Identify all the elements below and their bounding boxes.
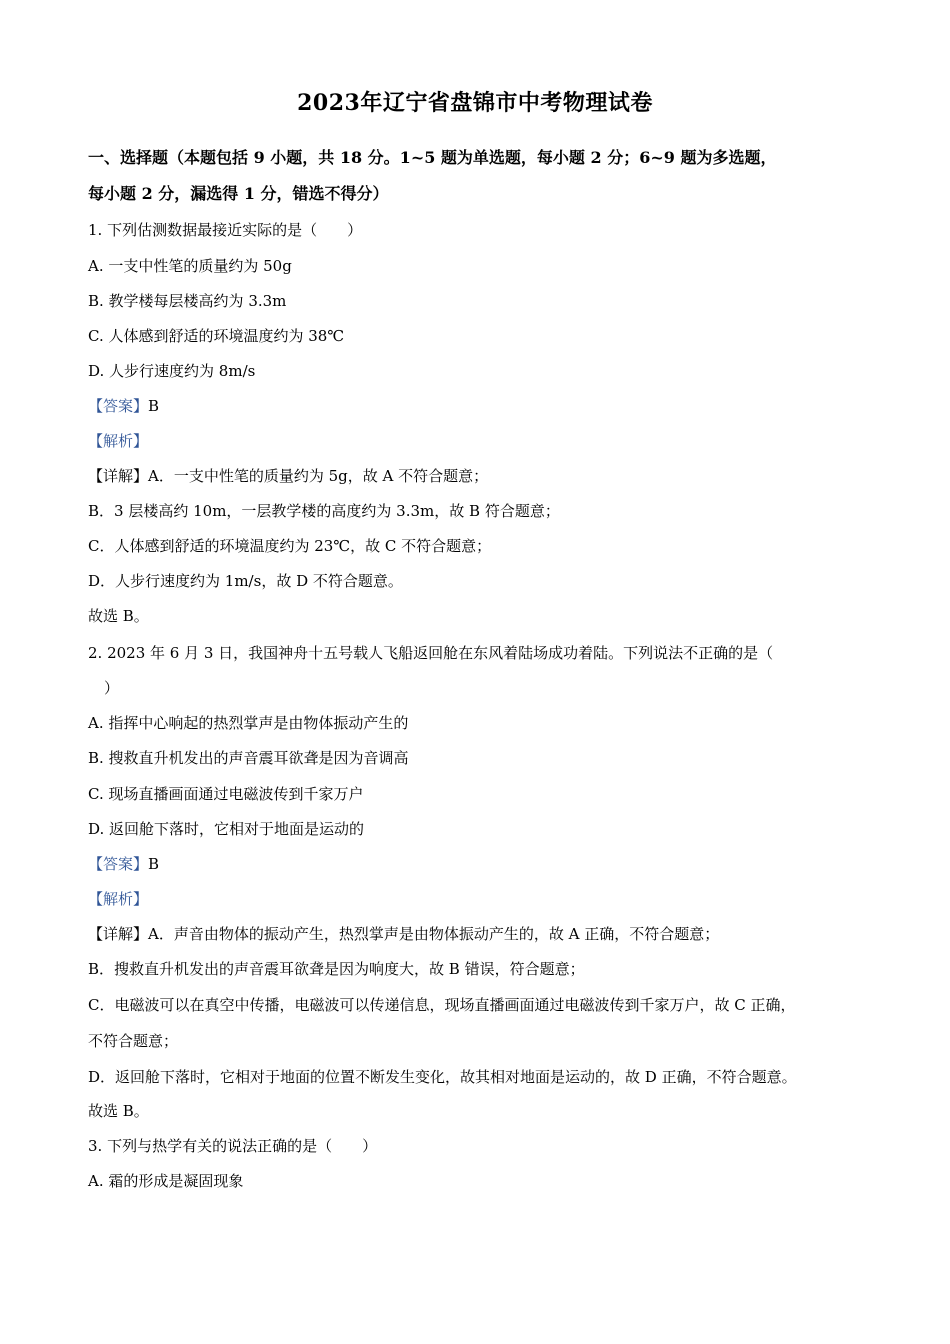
q2-analysis-tag <box>88 889 888 909</box>
q2-answer-value: B <box>148 855 160 873</box>
q2-option-b: B. 搜救直升机发出的声音震耳欲聋是因为音调高 <box>88 749 409 767</box>
detail-tag: 【详解】 <box>88 467 149 485</box>
q1-analysis-tag <box>88 431 888 451</box>
q2-detail-1 <box>88 924 888 944</box>
q1-option-d: D. 人步行速度约为 8m/s <box>88 362 256 380</box>
q2-option-a: A. 指挥中心响起的热烈掌声是由物体振动产生的 <box>88 714 409 732</box>
page-title: 2023年辽宁省盘锦市中考物理试卷 <box>297 90 653 116</box>
section-heading-line2: 每小题 2 分，漏选得 1 分，错选不得分） <box>88 184 389 203</box>
q1-detail-1 <box>88 466 888 486</box>
q2-detail-3b: 不符合题意； <box>88 1032 179 1050</box>
q1-answer <box>88 396 888 416</box>
q2-answer <box>88 854 888 874</box>
q2-conclusion: 故选 B。 <box>88 1102 149 1120</box>
q1-option-c: C. 人体感到舒适的环境温度约为 38℃ <box>88 327 345 345</box>
q2-option-d: D. 返回舱下落时，它相对于地面是运动的 <box>88 820 365 838</box>
q2-stem-line2: ） <box>104 679 120 697</box>
q2-stem-line1: 2. 2023 年 6 月 3 日，我国神舟十五号载人飞船返回舱在东风着陆场成功着陆。下列说法不正确的是（ <box>88 644 774 662</box>
q3-option-a: A. 霜的形成是凝固现象 <box>88 1172 244 1190</box>
q1-detail-2: B．3 层楼高约 10m，一层教学楼的高度约为 3.3m，故 B 符合题意； <box>88 502 560 520</box>
q2-detail-3a: C．电磁波可以在真空中传播，电磁波可以传递信息，现场直播画面通过电磁波传到千家万户，故 C 正确， <box>88 996 796 1014</box>
q2-detail-4: D．返回舱下落时，它相对于地面的位置不断发生变化，故其相对地面是运动的，故 D 正确，不符合题意。 <box>88 1068 797 1086</box>
q1-stem: 1. 下列估测数据最接近实际的是（ ） <box>88 221 363 239</box>
q1-option-a: A. 一支中性笔的质量约为 50g <box>88 257 292 275</box>
q1-answer-value: B <box>148 397 160 415</box>
q1-detail-1-text: A．一支中性笔的质量约为 5g，故 A 不符合题意； <box>148 467 489 485</box>
analysis-tag: 【解析】 <box>88 432 149 450</box>
q1-conclusion: 故选 B。 <box>88 607 149 625</box>
q2-detail-2: B．搜救直升机发出的声音震耳欲聋是因为响度大，故 B 错误，符合题意； <box>88 960 585 978</box>
analysis-tag: 【解析】 <box>88 890 149 908</box>
answer-tag: 【答案】 <box>88 855 149 873</box>
answer-tag: 【答案】 <box>88 397 149 415</box>
section-heading-line1: 一、选择题（本题包括 9 小题，共 18 分。1~5 题为单选题，每小题 2 分；6~9 题为多选题， <box>88 148 777 167</box>
q1-detail-3: C．人体感到舒适的环境温度约为 23℃，故 C 不符合题意； <box>88 537 492 555</box>
q1-option-b: B. 教学楼每层楼高约为 3.3m <box>88 292 287 310</box>
q2-detail-1-text: A．声音由物体的振动产生，热烈掌声是由物体振动产生的，故 A 正确，不符合题意； <box>148 925 720 943</box>
detail-tag: 【详解】 <box>88 925 149 943</box>
q2-option-c: C. 现场直播画面通过电磁波传到千家万户 <box>88 785 364 803</box>
q1-detail-4: D．人步行速度约为 1m/s，故 D 不符合题意。 <box>88 572 403 590</box>
q3-stem: 3. 下列与热学有关的说法正确的是（ ） <box>88 1137 378 1155</box>
